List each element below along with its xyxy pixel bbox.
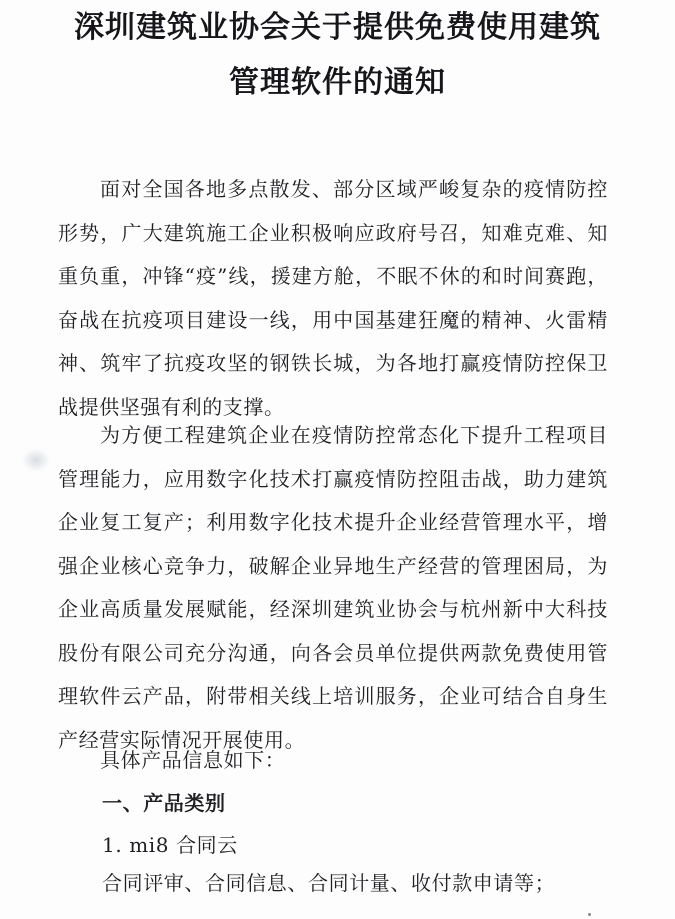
section-heading-product-category: 一、产品类别 — [102, 791, 226, 815]
scan-smudge — [22, 448, 50, 472]
paragraph-2: 为方便工程建筑企业在疫情防控常态化下提升工程项目管理能力，应用数字化技术打赢疫情防控阻击战，助力建筑企业复工复产；利用数字化技术提升企业经营管理水平，增强企业核心竞争力，破解企业异地生产经营的管理困局，为企业高质量发展赋能，经深圳建筑业协会与杭州新中大科技股份有限公司充分沟通，向各会员单位提供两款免费使用管理软件云产品，附带相关线上培训服务，企业可结合自身生产经营实际情况开展使用。 — [58, 423, 608, 752]
product-info-intro: 具体产品信息如下： — [100, 748, 286, 772]
document-title-line-1: 深圳建筑业协会关于提供免费使用建筑 — [74, 10, 601, 45]
product-item-mi8-contract-cloud: 1. mi8 合同云 — [102, 833, 238, 857]
product-description: 合同评审、合同信息、合同计量、收付款申请等； — [102, 871, 556, 895]
document-title-line-2: 管理软件的通知 — [229, 65, 446, 100]
paragraph-1: 面对全国各地多点散发、部分区域严峻复杂的疫情防控形势，广大建筑施工企业积极响应政府号召，知难克难、知重负重，冲锋“疫”线，援建方舱，不眠不休的和时间赛跑，奋战在抗疫项目建设一线，用中国基建狂魔的精神、火雷精神、筑牢了抗疫攻坚的钢铁长城，为各地打赢疫情防控保卫战提供坚强有利的支撑。 — [58, 177, 608, 419]
scan-dot — [588, 913, 591, 916]
